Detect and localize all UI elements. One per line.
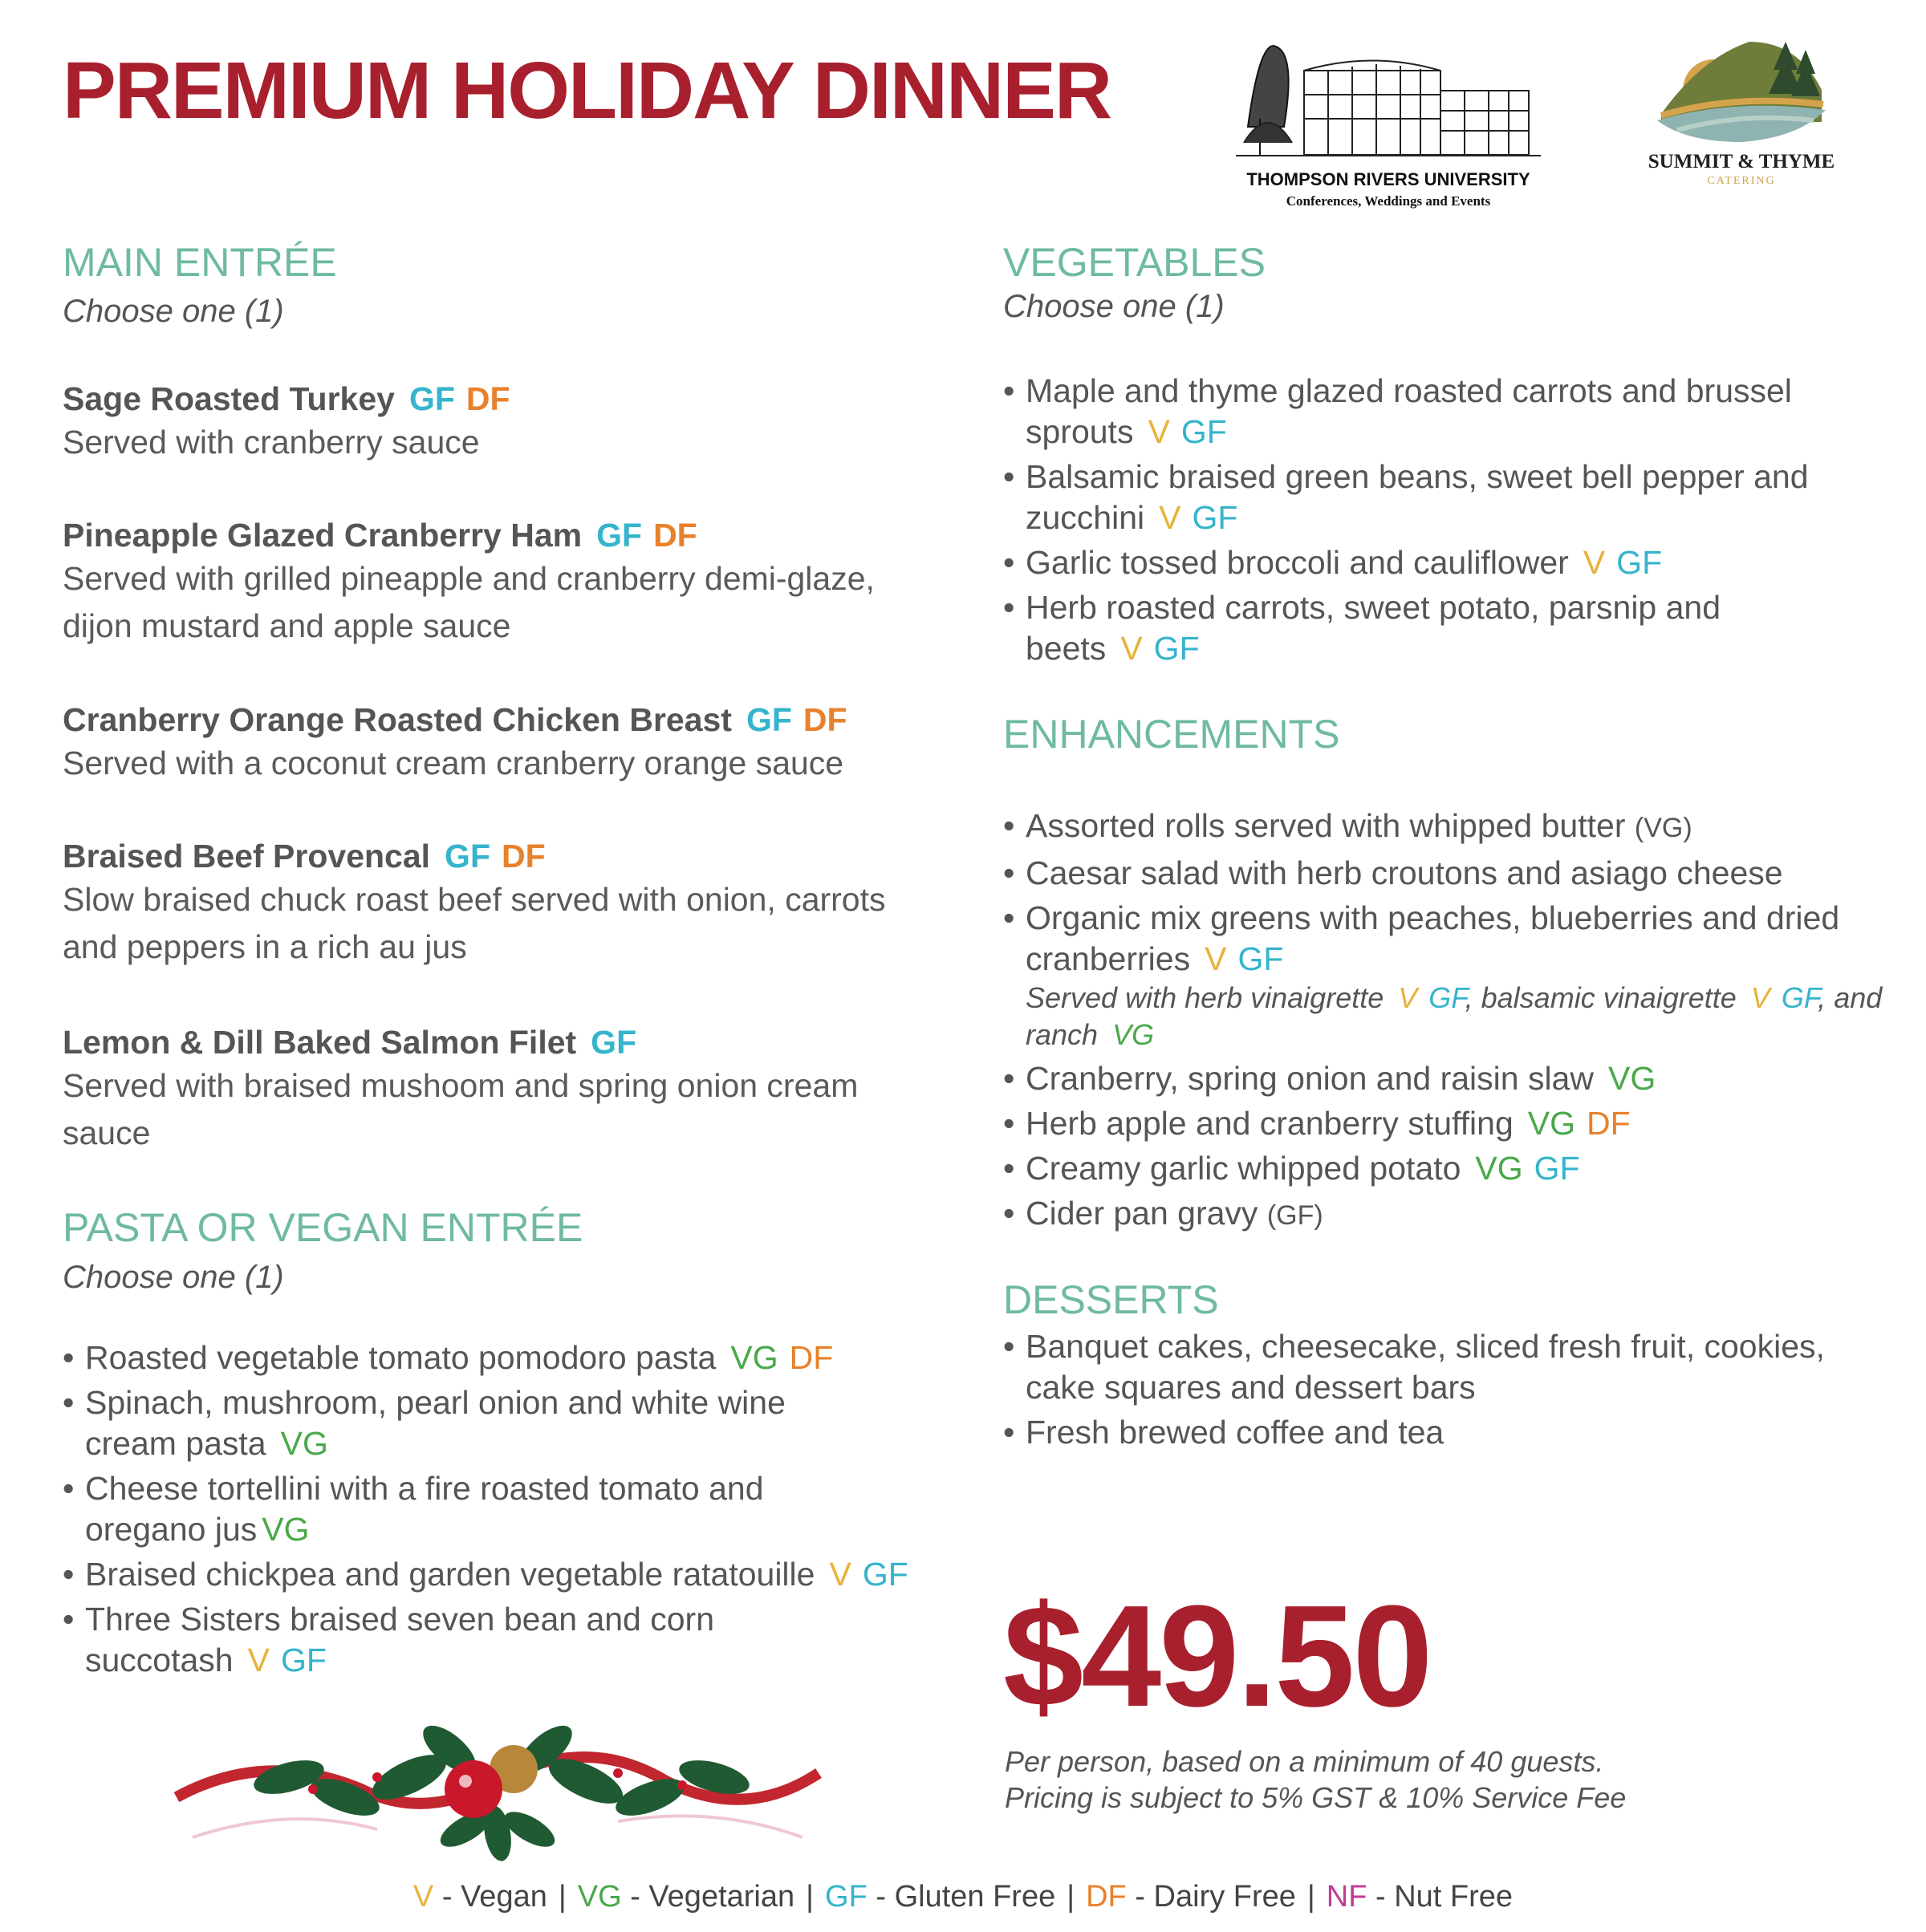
list-item: • Organic mix greens with peaches, blueberries and dried cranberries V GF xyxy=(1003,898,1884,980)
list-item: • Cheese tortellini with a fire roasted tomato and oregano jus VG xyxy=(63,1468,855,1550)
vegetables-list xyxy=(1003,371,1854,669)
tag-v: V xyxy=(1159,499,1181,536)
tag-gf: GF xyxy=(1781,981,1818,1014)
enhancements-list xyxy=(1003,806,1886,1236)
tru-logo-name: THOMPSON RIVERS UNIVERSITY xyxy=(1246,169,1530,189)
tag-df: DF xyxy=(802,701,847,738)
list-item: • Spinach, mushroom, pearl onion and white wine cream pasta VG xyxy=(63,1382,855,1464)
entree-item xyxy=(63,837,929,971)
tag-v: V xyxy=(247,1642,270,1678)
list-item: • Banquet cakes, cheesecake, sliced fresh fruit, cookies, cake squares and dessert bars xyxy=(1003,1326,1860,1408)
summit-thyme-logo xyxy=(1637,26,1846,210)
legend-code-df: DF xyxy=(1086,1880,1127,1914)
legend-label-df: Dairy Free xyxy=(1153,1880,1296,1914)
tag-gf: GF xyxy=(1192,499,1238,536)
tru-logo-tagline: Conferences, Weddings and Events xyxy=(1286,193,1491,209)
tag-v: V xyxy=(1148,413,1170,450)
summit-logo-name: SUMMIT & THYME xyxy=(1648,151,1835,172)
tag-gf: GF xyxy=(1153,630,1200,667)
entree-item xyxy=(63,380,929,466)
tag-df: DF xyxy=(501,838,546,875)
entree-desc: Slow braised chuck roast beef served with onion, carrots and peppers in a rich au jus xyxy=(63,881,886,966)
entree-name: Cranberry Orange Roasted Chicken Breast xyxy=(63,701,732,738)
tag-gf: GF xyxy=(1428,981,1465,1014)
entree-desc: Served with braised mushoom and spring onion cream sauce xyxy=(63,1067,859,1152)
entree-name: Braised Beef Provencal xyxy=(63,838,431,875)
tag-gf: GF xyxy=(596,517,643,554)
tag-gf: GF xyxy=(408,380,455,417)
list-item: • Three Sisters braised seven bean and corn succotash V GF xyxy=(63,1599,791,1681)
page-title: PREMIUM HOLIDAY DINNER xyxy=(63,46,1111,136)
price: $49.50 xyxy=(1003,1576,1431,1737)
legend-label-v: Vegan xyxy=(461,1880,547,1914)
tag-gf: GF xyxy=(280,1642,327,1678)
list-item: • Cider pan gravy (GF) xyxy=(1003,1193,1886,1236)
holly-garland-icon xyxy=(169,1701,827,1861)
tag-gf: GF xyxy=(1237,940,1284,977)
legend-label-vg: Vegetarian xyxy=(648,1880,795,1914)
tag-df: DF xyxy=(653,517,697,554)
tag-gf: GF xyxy=(746,701,792,738)
tag-v: V xyxy=(1583,544,1606,581)
tag-v: V xyxy=(1750,981,1770,1014)
pricing-note-2: Pricing is subject to 5% GST & 10% Service Fee xyxy=(1005,1781,1627,1814)
diet-suffix: (VG) xyxy=(1634,813,1692,843)
tag-df: DF xyxy=(465,380,510,417)
entree-item xyxy=(63,516,929,650)
entree-name: Lemon & Dill Baked Salmon Filet xyxy=(63,1024,577,1061)
entree-desc: Served with cranberry sauce xyxy=(63,424,480,461)
tag-gf: GF xyxy=(445,838,490,875)
tru-logo xyxy=(1236,22,1541,207)
list-item: • Maple and thyme glazed roasted carrots and brussel sprouts V GF xyxy=(1003,371,1844,453)
legend-code-v: V xyxy=(412,1880,434,1914)
legend-code-nf: NF xyxy=(1326,1880,1367,1914)
list-item: • Caesar salad with herb croutons and asiago cheese xyxy=(1003,853,1886,894)
list-item: • Herb apple and cranberry stuffing VG DF xyxy=(1003,1103,1886,1144)
tag-gf: GF xyxy=(1616,544,1663,581)
tag-vg: VG xyxy=(1527,1105,1576,1142)
pasta-subheading: Choose one (1) xyxy=(63,1260,284,1295)
tag-gf: GF xyxy=(591,1024,637,1061)
summit-logo-sub: CATERING xyxy=(1707,175,1776,187)
entree-desc: Served with a coconut cream cranberry orange sauce xyxy=(63,745,844,782)
tag-vg: VG xyxy=(1475,1150,1523,1187)
pricing-note-1: Per person, based on a minimum of 40 guests. xyxy=(1005,1745,1604,1778)
dressing-note: Served with herb vinaigrette V GF, balsamic vinaigrette V GF, and ranch VG xyxy=(1026,981,1883,1051)
tag-vg: VG xyxy=(1112,1018,1155,1051)
diet-suffix: (GF) xyxy=(1266,1200,1323,1231)
tag-v: V xyxy=(829,1556,851,1593)
tag-vg: VG xyxy=(1607,1060,1656,1097)
main-entree-heading: MAIN ENTRÉE xyxy=(63,240,337,285)
entree-desc: Served with grilled pineapple and cranberry demi-glaze, dijon mustard and apple sauce xyxy=(63,560,875,645)
vegetables-subheading: Choose one (1) xyxy=(1003,289,1225,324)
pasta-heading: PASTA OR VEGAN ENTRÉE xyxy=(63,1205,583,1250)
vegetables-heading: VEGETABLES xyxy=(1003,240,1266,285)
tag-v: V xyxy=(1120,630,1143,667)
pasta-list xyxy=(63,1337,929,1681)
list-item: • Creamy garlic whipped potato VG GF xyxy=(1003,1148,1886,1189)
tag-df: DF xyxy=(1587,1105,1631,1142)
legend-label-nf: Nut Free xyxy=(1394,1880,1514,1914)
tag-vg: VG xyxy=(730,1339,778,1376)
tag-v: V xyxy=(1398,981,1418,1014)
list-item: • Braised chickpea and garden vegetable ratatouille V GF xyxy=(63,1554,929,1595)
tag-gf: GF xyxy=(1180,413,1227,450)
enhancements-heading: ENHANCEMENTS xyxy=(1003,712,1340,757)
list-item: • Garlic tossed broccoli and cauliflower V GF xyxy=(1003,542,1854,583)
legend-label-gf: Gluten Free xyxy=(894,1880,1056,1914)
mountain-landscape-icon xyxy=(1637,26,1846,146)
list-item: • Balsamic braised green beans, sweet bell pepper and zucchini V GF xyxy=(1003,457,1852,538)
list-item: • Fresh brewed coffee and tea xyxy=(1003,1412,1854,1453)
list-item: • Herb roasted carrots, sweet potato, parsnip and beets V GF xyxy=(1003,587,1764,669)
university-building-icon xyxy=(1236,22,1541,159)
entree-name: Pineapple Glazed Cranberry Ham xyxy=(63,517,583,554)
tag-vg: VG xyxy=(262,1511,310,1548)
legend-code-gf: GF xyxy=(825,1880,868,1914)
entree-item xyxy=(63,700,929,787)
list-item: • Cranberry, spring onion and raisin slaw VG xyxy=(1003,1058,1886,1099)
list-item: • Roasted vegetable tomato pomodoro pasta VG DF xyxy=(63,1337,929,1378)
entree-item xyxy=(63,1023,929,1157)
desserts-heading: DESSERTS xyxy=(1003,1277,1219,1322)
legend-code-vg: VG xyxy=(577,1880,622,1914)
dietary-legend: V - Vegan | VG - Vegetarian | GF - Gluten Free | DF - Dairy Free | NF - Nut Free xyxy=(412,1880,1514,1914)
tag-gf: GF xyxy=(862,1556,908,1593)
main-entree-subheading: Choose one (1) xyxy=(63,294,284,329)
desserts-list xyxy=(1003,1326,1854,1453)
tag-vg: VG xyxy=(280,1425,328,1462)
tag-gf: GF xyxy=(1534,1150,1580,1187)
list-item: • Assorted rolls served with whipped butter (VG) xyxy=(1003,806,1886,849)
tag-v: V xyxy=(1205,940,1227,977)
entree-name: Sage Roasted Turkey xyxy=(63,380,395,417)
tag-df: DF xyxy=(789,1339,834,1376)
